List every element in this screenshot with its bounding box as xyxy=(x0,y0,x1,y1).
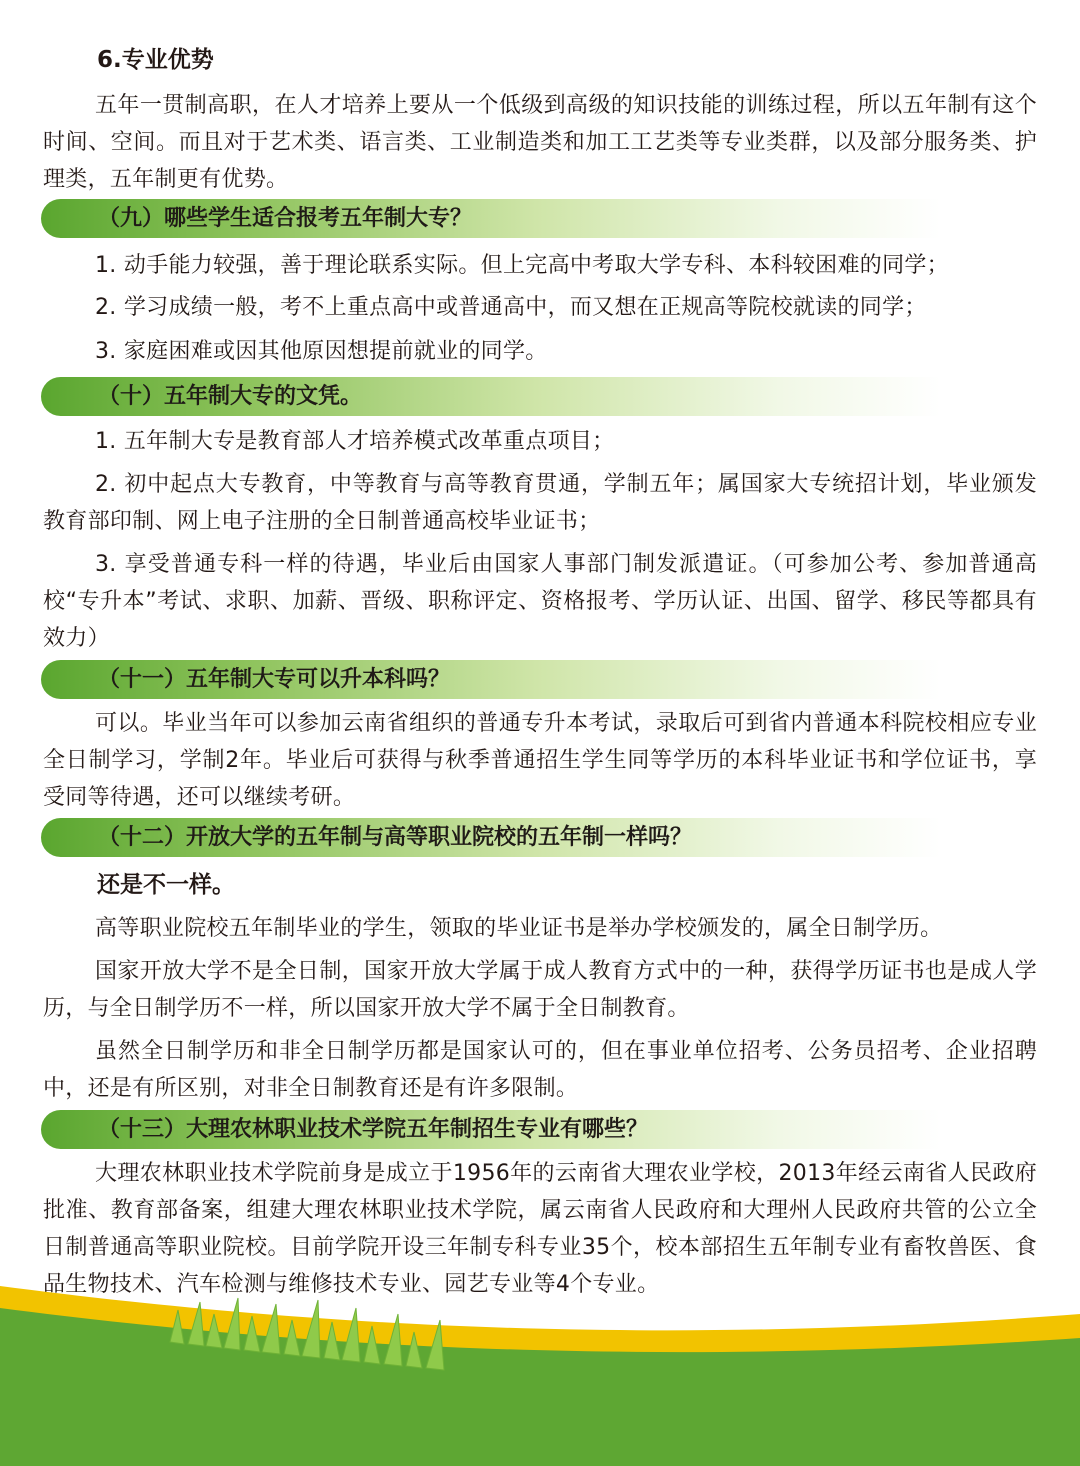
heading-band-q9 xyxy=(41,199,941,238)
q10-item-1: 1. 五年制大专是教育部人才培养模式改革重点项目； xyxy=(95,429,615,454)
q10-item-2: 2. 初中起点大专教育，中等教育与高等教育贯通，学制五年；属国家大专统招计划，毕业颁发教育部印制、网上电子注册的全日制普通高校毕业证书； xyxy=(43,472,1037,534)
q12-paragraph-2: 国家开放大学不是全日制，国家开放大学属于成人教育方式中的一种，获得学历证书也是成人学历，与全日制学历不一样，所以国家开放大学不属于全日制教育。 xyxy=(43,959,1037,1021)
q12-paragraph-3: 虽然全日制学历和非全日制学历都是国家认可的，但在事业单位招考、公务员招考、企业招聘中，还是有所区别，对非全日制教育还是有许多限制。 xyxy=(43,1039,1037,1101)
heading-band-q13 xyxy=(41,1110,941,1149)
heading-q13: （十三）大理农林职业技术学院五年制招生专业有哪些？ xyxy=(98,1117,649,1142)
heading-q12: （十二）开放大学的五年制与高等职业院校的五年制一样吗？ xyxy=(98,825,693,850)
heading-band-q11 xyxy=(41,660,941,699)
q13-paragraph: 大理农林职业技术学院前身是成立于1956年的云南省大理农业学校，2013年经云南省人民政府批准、教育部备案，组建大理农林职业技术学院，属云南省人民政府和大理州人民政府共管的公立全日制普通高等职业院校。目前学院开设三年制专科专业35个，校本部招生五年制专业有畜牧兽医、食品生物技术、汽车检测与维修技术专业、园艺专业等4个专业。 xyxy=(43,1161,1037,1297)
q11-paragraph: 可以。毕业当年可以参加云南省组织的普通专升本考试，录取后可到省内普通本科院校相应专业全日制学习，学制2年。毕业后可获得与秋季普通招生学生同等学历的本科毕业证书和学位证书，享受同等待遇，还可以继续考研。 xyxy=(43,711,1037,810)
q9-item-2: 2. 学习成绩一般，考不上重点高中或普通高中，而又想在正规高等院校就读的同学； xyxy=(95,295,927,320)
section-6-paragraph: 五年一贯制高职，在人才培养上要从一个低级到高级的知识技能的训练过程，所以五年制有这个时间、空间。而且对于艺术类、语言类、工业制造类和加工工艺类等专业类群，以及部分服务类、护理类，五年制更有优势。 xyxy=(43,93,1037,192)
q9-item-1: 1. 动手能力较强，善于理论联系实际。但上完高中考取大学专科、本科较困难的同学； xyxy=(95,253,949,278)
q10-item-3: 3. 享受普通专科一样的待遇，毕业后由国家人事部门制发派遣证。（可参加公考、参加普通高校“专升本”考试、求职、加薪、晋级、职称评定、资格报考、学历认证、出国、留学、移民等都具有效力） xyxy=(43,552,1037,651)
q9-item-3: 3. 家庭困难或因其他原因想提前就业的同学。 xyxy=(95,339,548,364)
heading-q10: （十）五年制大专的文凭。 xyxy=(98,384,363,409)
section-6-title: 6.专业优势 xyxy=(97,47,214,73)
footer-grass-decoration xyxy=(0,1280,1080,1466)
heading-band-q12 xyxy=(41,818,941,857)
heading-band-q10 xyxy=(41,377,941,416)
q12-answer: 还是不一样。 xyxy=(97,872,235,898)
heading-q9: （九）哪些学生适合报考五年制大专？ xyxy=(98,206,473,231)
q12-paragraph-1: 高等职业院校五年制毕业的学生，领取的毕业证书是举办学校颁发的，属全日制学历。 xyxy=(95,916,943,941)
heading-q11: （十一）五年制大专可以升本科吗？ xyxy=(98,667,451,692)
